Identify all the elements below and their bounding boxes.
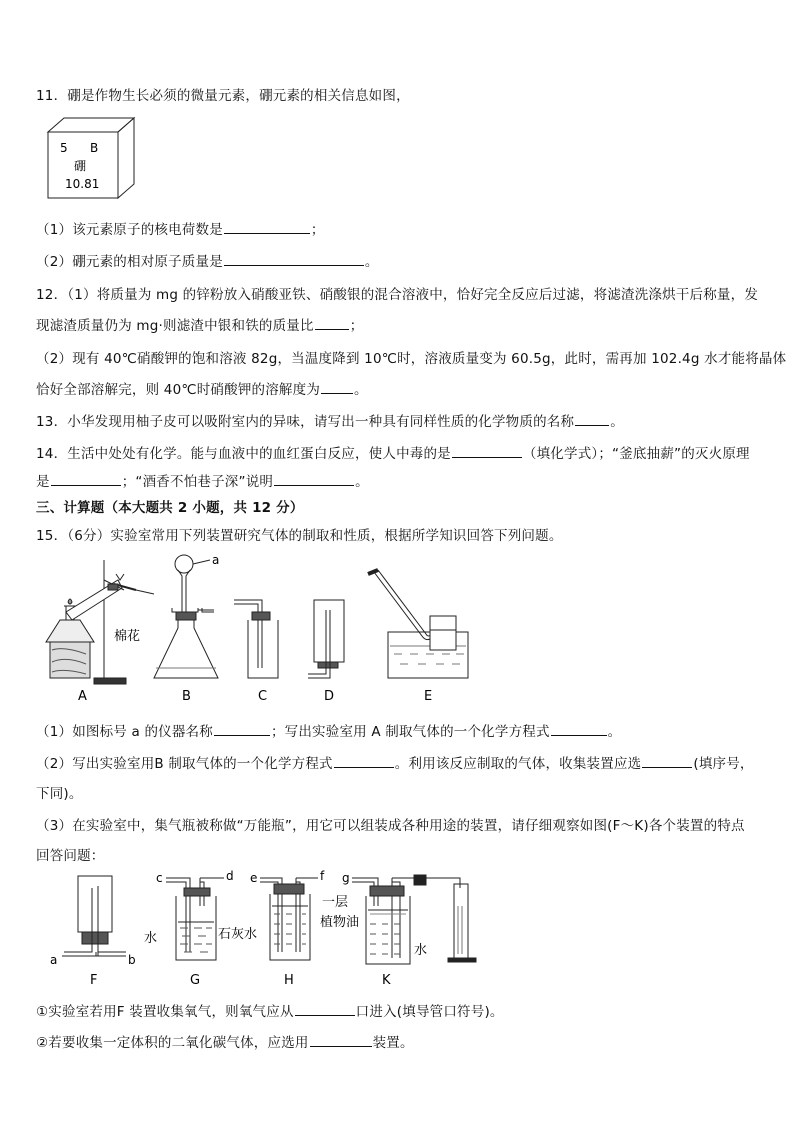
q12-line4-text: 恰好全部溶解完，则 40℃时硝酸钾的溶解度为: [36, 382, 321, 398]
boron-element-card: [46, 116, 138, 200]
tube-f-label: f: [320, 869, 325, 883]
q15-part3-line1: （3）在实验室中，集气瓶被称做“万能瓶”，用它可以组装成各种用途的装置，请仔细观察如图(F～K)各个装置的特点: [36, 818, 745, 834]
answer-blank[interactable]: [321, 379, 353, 394]
q15-sub2-end: 装置。: [372, 1035, 414, 1051]
element-name: 硼: [74, 159, 87, 173]
answer-blank[interactable]: [274, 471, 354, 486]
q15-part1-mid: ；写出实验室用 A 制取气体的一个化学方程式: [270, 724, 550, 740]
limewater-label: 石灰水: [218, 927, 258, 942]
apparatus-b-label: B: [182, 689, 191, 702]
q15-part2-end: (填序号，: [693, 756, 754, 772]
oil-layer-label-2: 植物油: [320, 915, 360, 930]
answer-blank[interactable]: [310, 1032, 372, 1047]
q12-line3: （2）现有 40℃硝酸钾的饱和溶液 82g，当温度降到 10℃时，溶液质量变为 60.5g，此时，需再加 102.4g 水才能将晶体: [36, 351, 787, 367]
q15-part2-mid: 。利用该反应制取的气体，收集装置应选: [394, 756, 642, 772]
q11-stem: 11．硼是作物生长必须的微量元素，硼元素的相关信息如图，: [36, 88, 410, 104]
apparatus-figure-a-e: [38, 550, 478, 702]
apparatus-a: [46, 560, 154, 684]
element-symbol: B: [90, 141, 99, 155]
tube-a-label: a: [50, 953, 58, 967]
q14-line2-mid: ；“酒香不怕巷子深”说明: [121, 474, 274, 490]
q11-part2: [36, 250, 379, 270]
q15-part2-cont: 下同)。: [36, 786, 83, 802]
q12-line2: [36, 314, 363, 334]
q15-part3-line2: 回答问题：: [36, 848, 105, 864]
apparatus-h-label: H: [284, 973, 294, 988]
apparatus-b: [154, 555, 218, 678]
q14-line1-text: 14．生活中处处有化学。能与血液中的血红蛋白反应，使人中毒的是: [36, 446, 451, 462]
answer-blank[interactable]: [224, 219, 310, 234]
apparatus-k-label: K: [382, 973, 391, 988]
label-a: a: [212, 553, 220, 567]
cotton-label: 棉花: [114, 629, 141, 644]
element-number: 5: [60, 141, 68, 155]
answer-blank[interactable]: [334, 753, 394, 768]
q15-part2-text: （2）写出实验室用B 制取气体的一个化学方程式: [36, 756, 333, 772]
q15-stem: 15．（6分）实验室常用下列装置研究气体的制取和性质，根据所学知识回答下列问题。: [36, 528, 563, 544]
answer-blank[interactable]: [642, 753, 692, 768]
apparatus-f-label: F: [90, 973, 98, 988]
answer-blank[interactable]: [51, 471, 121, 486]
q15-part1-text: （1）如图标号 a 的仪器名称: [36, 724, 213, 740]
apparatus-d: [308, 600, 344, 678]
q13-end: 。: [610, 414, 624, 430]
answer-blank[interactable]: [452, 443, 522, 458]
q11-part1-text: （1）该元素原子的核电荷数是: [36, 222, 223, 238]
q15-part1-end: 。: [607, 724, 622, 740]
tube-d-label: d: [226, 869, 234, 883]
q15-sub2-text: ②若要收集一定体积的二氧化碳气体，应选用: [36, 1035, 309, 1051]
apparatus-g-label: G: [190, 973, 201, 988]
q12-line4: [36, 378, 368, 398]
answer-blank[interactable]: [575, 411, 609, 426]
q12-line2-text: 现滤渣质量仍为 mg·则滤渣中银和铁的质量比: [36, 318, 314, 334]
q13: [36, 410, 624, 430]
element-mass: 10.81: [65, 177, 100, 191]
q14-line2-end: 。: [355, 474, 369, 490]
q15-sub1-text: ①实验室若用F 装置收集氧气，则氧气应从: [36, 1004, 294, 1020]
q12-line1: 12．（1）将质量为 mg 的锌粉放入硝酸亚铁、硝酸银的混合溶液中，恰好完全反应后过滤，将滤渣洗涤烘干后称量，发: [36, 287, 759, 303]
q13-text: 13．小华发现用柚子皮可以吸附室内的异味，请写出一种具有同样性质的化学物质的名称: [36, 414, 575, 430]
q15-sub1: [36, 1000, 504, 1020]
q14-line2-text: 是: [36, 474, 50, 490]
answer-blank[interactable]: [295, 1001, 355, 1016]
apparatus-figure-f-k: [40, 866, 500, 990]
q15-sub1-end: 口进入(填导管口符号)。: [355, 1004, 504, 1020]
water-label-k: 水: [414, 943, 428, 958]
answer-blank[interactable]: [551, 721, 607, 736]
q11-part2-end: 。: [364, 254, 379, 270]
tube-c-label: c: [156, 871, 163, 885]
apparatus-e-label: E: [424, 689, 433, 702]
apparatus-a-label: A: [78, 689, 87, 702]
q11-part1-end: ；: [310, 222, 325, 238]
q11-part2-text: （2）硼元素的相对原子质量是: [36, 254, 223, 270]
q15-part2: [36, 752, 754, 772]
answer-blank[interactable]: [224, 251, 364, 266]
apparatus-h: [260, 878, 318, 960]
answer-blank[interactable]: [315, 315, 349, 330]
apparatus-e: [368, 570, 468, 678]
apparatus-c: [234, 600, 278, 678]
apparatus-f: [62, 876, 126, 956]
q14-line1: [36, 442, 750, 462]
q14-line2: [36, 470, 369, 490]
apparatus-g: [166, 878, 224, 960]
tube-b-label: b: [128, 953, 136, 967]
apparatus-c-label: C: [258, 689, 268, 702]
q12-line4-end: 。: [354, 382, 368, 398]
q12-line2-end: ；: [349, 318, 364, 334]
answer-blank[interactable]: [214, 721, 270, 736]
tube-g-label: g: [342, 871, 350, 885]
oil-layer-label-1: 一层: [322, 895, 349, 910]
apparatus-d-label: D: [324, 689, 335, 702]
water-label-g: 水: [144, 931, 158, 946]
q14-line1-end: （填化学式）；“釜底抽薪”的灭火原理: [522, 446, 750, 462]
section-3-title: 三、计算题（本大题共 2 小题，共 12 分）: [36, 500, 304, 516]
q15-sub2: [36, 1031, 414, 1051]
tube-e-label: e: [250, 871, 258, 885]
q11-part1: [36, 218, 325, 238]
q15-part1: [36, 720, 621, 740]
